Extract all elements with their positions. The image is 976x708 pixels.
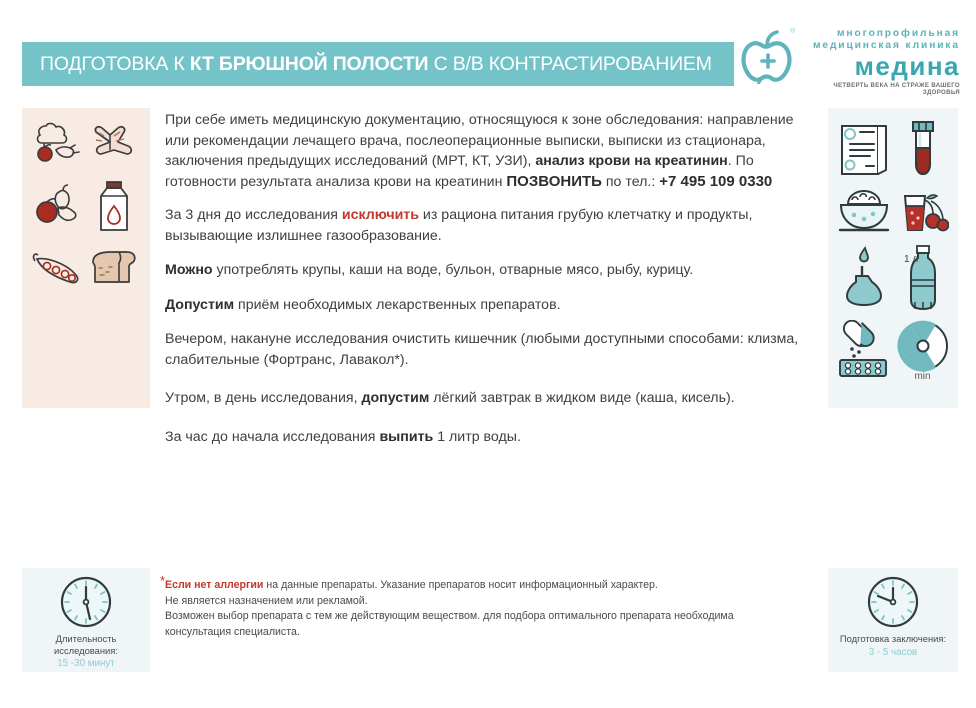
p1-part-e: по тел.:: [601, 173, 660, 190]
clock-report-icon: [866, 575, 920, 629]
p7-part-a: За час до начала исследования: [165, 428, 380, 445]
enema-icon: [839, 244, 889, 306]
p4-rest: приём необходимых лекарственных препаратов.: [234, 296, 561, 313]
p2-red-exclude: исключить: [341, 207, 419, 223]
duration-label: [54, 633, 118, 656]
croissant-icon: [90, 122, 138, 162]
clinic-phone-number: +7 495 109 0330: [659, 172, 773, 190]
volume-caption: 1 л: [904, 254, 919, 265]
duration-info-box: [22, 568, 150, 672]
report-label: Подготовка заключения:: [839, 633, 947, 644]
preparation-items-panel: [828, 108, 958, 408]
p6-bold-permissible: допустим: [361, 390, 430, 406]
clinic-logo: [738, 28, 960, 96]
radiation-icon-wrap: [897, 320, 949, 382]
footnote-disclaimer: [160, 573, 765, 640]
paragraph-medications: [165, 295, 820, 316]
header-bar: [22, 42, 734, 86]
logo-line-1: многопрофильная: [836, 28, 960, 39]
logo-tagline: ЧЕТВЕРТЬ ВЕКА НА СТРАЖЕ ВАШЕГО ЗДОРОВЬЯ: [833, 82, 960, 96]
p7-part-b: 1 литр воды.: [433, 428, 521, 445]
paragraph-allowed-food: [165, 260, 820, 281]
p6-part-b: лёгкий завтрак в жидком виде (каша, кисель).: [429, 390, 735, 406]
duration-label-line-2: исследования:: [54, 644, 118, 656]
title-suffix: С В/В КОНТРАСТИРОВАНИЕМ: [428, 52, 712, 75]
footnote-line-2: Не является назначением или рекламой.: [165, 594, 368, 607]
p6-part-a: Утром, в день исследования,: [165, 390, 362, 406]
fruits-icon: [32, 184, 84, 228]
title-bold: КТ БРЮШНОЙ ПОЛОСТИ: [189, 52, 429, 75]
paragraph-exclude-diet: [165, 205, 820, 246]
p3-bold-allowed: Можно: [165, 262, 213, 278]
footnote-line-1: [165, 578, 765, 594]
p1-part-c: . По готовности результата анализа крови на креатинин: [165, 153, 754, 190]
p2-part-a: За 3 дня до исследования: [165, 207, 342, 223]
radiation-caption: min: [914, 371, 931, 382]
footnote-line-3: Возможен выбор препарата с тем же действующим веществом. для подбора оптимального препарата необходима: [165, 610, 734, 622]
milk-carton-icon: [93, 178, 135, 234]
p5-text: Вечером, накануне исследования очистить кишечник (любыми доступными способами: клизма, слабительные (Фортранс, Лавакол*).: [165, 331, 799, 368]
logo-brand-name: медина: [854, 51, 960, 81]
p2-part-b: из рациона питания грубую клетчатку и продукты, вызывающие излишнее газообразование.: [165, 207, 753, 244]
footnote-line-4: консультация специалиста.: [165, 625, 300, 638]
paragraph-bowel-cleansing: [165, 329, 820, 370]
page-title: [22, 53, 712, 76]
paragraph-water-intake: [165, 427, 820, 448]
clock-duration-icon: [59, 575, 113, 629]
peas-pod-icon: [32, 249, 84, 287]
preparation-icon-grid: [834, 118, 952, 382]
registered-mark: ®: [790, 28, 796, 35]
instructions-body: [165, 110, 820, 461]
forbidden-foods-panel: [22, 108, 150, 408]
p1-bold-creatinine: анализ крови на креатинин: [535, 153, 728, 169]
logo-text-block: [800, 28, 960, 96]
vegetables-icon: [32, 120, 84, 164]
forbidden-foods-icon-grid: [30, 120, 142, 288]
title-prefix: ПОДГОТОВКА К: [40, 52, 190, 75]
paragraph-breakfast: [165, 388, 820, 409]
p4-bold-permissible: Допустим: [165, 296, 235, 313]
duration-label-line-1: Длительность: [55, 633, 117, 644]
p3-rest: употреблять крупы, каши на воде, бульон, отварные мясо, рыбу, курицу.: [212, 262, 694, 278]
apple-cross-logo-icon: [738, 30, 796, 84]
blood-tube-icon: [906, 118, 940, 180]
duration-value: 15 -30 минут: [57, 658, 115, 669]
logo-line-2: медицинская клиника: [812, 40, 960, 51]
p7-bold-drink: выпить: [379, 428, 434, 445]
report-value: 3 - 5 часов: [868, 646, 918, 658]
report-info-box: [828, 568, 958, 672]
footnote-asterisk: *: [160, 573, 166, 588]
pills-icon: [836, 320, 892, 378]
porridge-bowl-icon: [836, 188, 892, 236]
footnote-red-allergy: Если нет аллергии: [165, 579, 264, 591]
p1-part-a: При себе иметь медицинскую документацию, относящуюся к зоне обследования: направление или рекомендации лечащего врача, послеоперационные выписки, выписки из стационара, заключения предыдущих исследований (МРТ, КТ, УЗИ),: [165, 112, 794, 169]
paragraph-documents: [165, 110, 820, 192]
bread-icon: [89, 248, 139, 288]
kissel-glass-icon: [897, 188, 949, 236]
documents-icon: [836, 118, 892, 180]
p1-bold-call: ПОЗВОНИТЬ: [506, 172, 602, 190]
footnote-line-1-rest: на данные препараты. Указание препаратов носит информационный характер.: [263, 579, 658, 591]
